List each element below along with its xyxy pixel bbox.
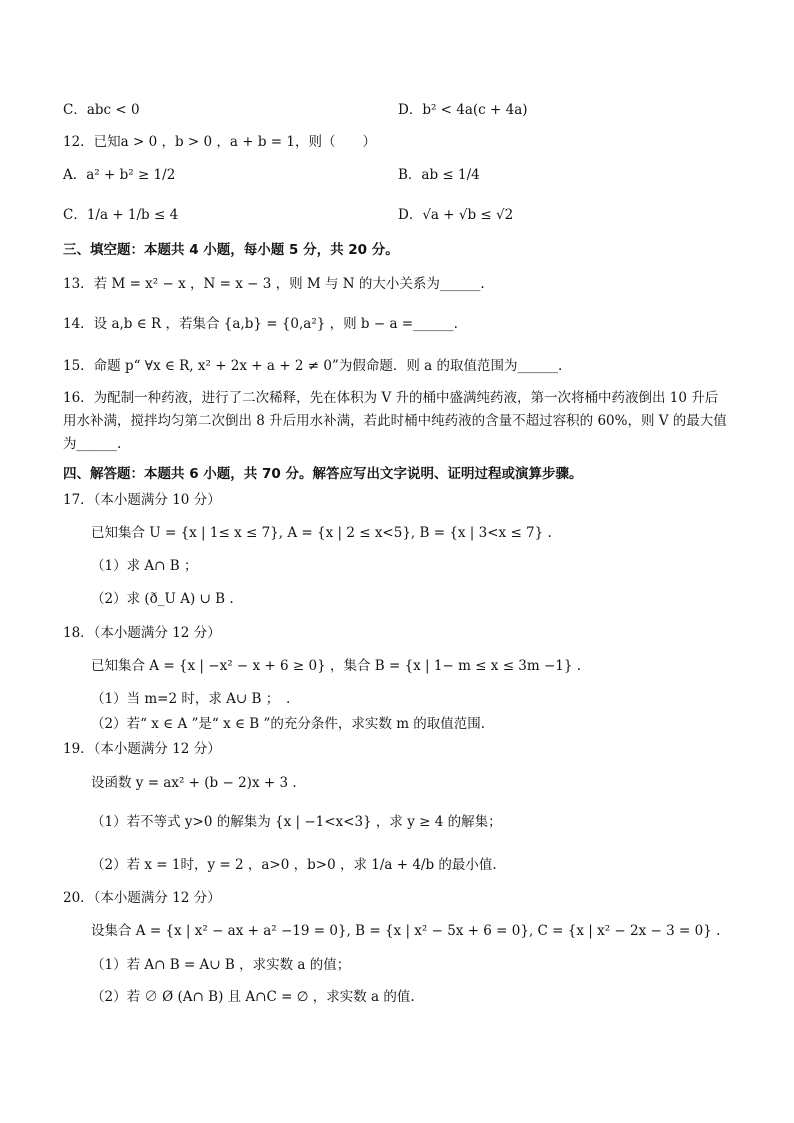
question-14: 14．设 a,b ∈ R ，若集合 {a,b} = {0,a²} ，则 b − a =______.	[63, 316, 458, 332]
option-12c: C．1/a + 1/b ≤ 4	[63, 207, 179, 223]
question-20-part2: （2）若 ∅ Ø (A∩ B) 且 A∩C = ∅ ，求实数 a 的值.	[91, 989, 415, 1005]
question-18-header: 18．（本小题满分 12 分）	[63, 625, 221, 641]
option-11d: D．b² < 4a(c + 4a)	[398, 102, 528, 118]
option-12b: B．ab ≤ 1/4	[398, 167, 480, 183]
question-17-part1: （1）求 A∩ B ；	[91, 558, 198, 574]
question-19-header: 19．（本小题满分 12 分）	[63, 741, 221, 757]
question-12-stem: 12．已知a > 0 ，b > 0 ，a + b = 1，则（ ）	[63, 134, 376, 150]
question-17-part2: （2）求 (ð_U A) ∪ B .	[91, 591, 234, 607]
question-17-header: 17．（本小题满分 10 分）	[63, 492, 221, 508]
question-20-header: 20．（本小题满分 12 分）	[63, 890, 221, 906]
question-13: 13．若 M = x² − x ，N = x − 3 ，则 M 与 N 的大小关系为______.	[63, 276, 485, 292]
question-20-stem: 设集合 A = {x | x² − ax + a² −19 = 0}, B = {x | x² − 5x + 6 = 0}, C = {x | x² − 2x − 3 = 0} .	[91, 923, 721, 939]
question-16: 16．为配制一种药液，进行了二次稀释，先在体积为 V 升的桶中盛满纯药液，第一次将桶中药液倒出 10 升后用水补满，搅拌均匀第二次倒出 8 升后用水补满，若此时桶中纯药液的含量不超过容积的 60%，则 V 的最大值为______.	[63, 390, 727, 452]
question-17-stem: 已知集合 U = {x | 1≤ x ≤ 7}, A = {x | 2 ≤ x<5}, B = {x | 3<x ≤ 7} .	[91, 525, 552, 541]
question-18-part2: （2）若“ x ∈ A ”是“ x ∈ B ”的充分条件，求实数 m 的取值范围.	[91, 716, 486, 732]
question-20-part1: （1）若 A∩ B = A∪ B ，求实数 a 的值；	[91, 957, 351, 973]
section-heading-fill-blank: 三、填空题：本题共 4 小题，每小题 5 分，共 20 分。	[63, 242, 399, 258]
question-18-part1: （1）当 m=2 时，求 A∪ B ； .	[91, 691, 291, 707]
option-12d: D．√a + √b ≤ √2	[398, 207, 514, 223]
option-11c: C．abc < 0	[63, 102, 140, 118]
question-19-part2: （2）若 x = 1时，y = 2 ，a>0 ，b>0 ，求 1/a + 4/b 的最小值.	[91, 857, 497, 873]
question-19-part1: （1）若不等式 y>0 的解集为 {x | −1<x<3} ，求 y ≥ 4 的解集；	[91, 814, 502, 830]
question-19-stem: 设函数 y = ax² + (b − 2)x + 3 .	[91, 775, 297, 791]
section-heading-solve: 四、解答题：本题共 6 小题，共 70 分。解答应写出文字说明、证明过程或演算步骤。	[63, 466, 583, 482]
question-15: 15．命题 p“ ∀x ∈ R, x² + 2x + a + 2 ≠ 0”为假命题．则 a 的取值范围为______.	[63, 358, 563, 374]
question-18-stem: 已知集合 A = {x | −x² − x + 6 ≥ 0} ，集合 B = {x | 1− m ≤ x ≤ 3m −1} .	[91, 658, 582, 674]
option-12a: A．a² + b² ≥ 1/2	[63, 167, 176, 183]
